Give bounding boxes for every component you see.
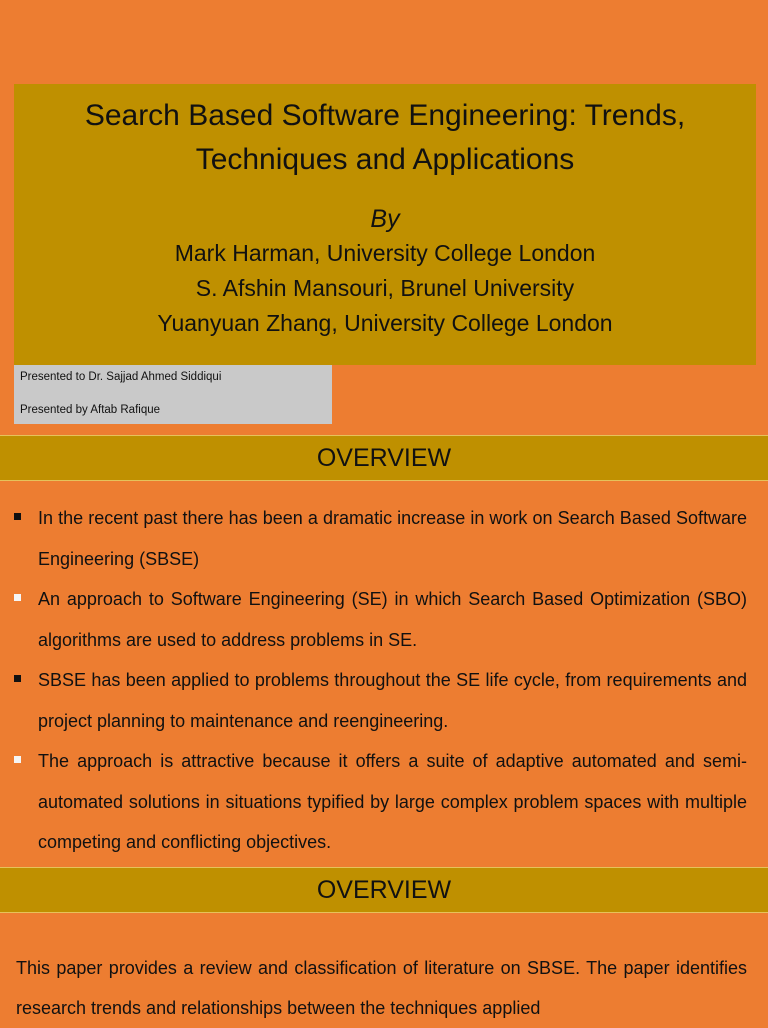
title-panel [14, 84, 756, 365]
presenter-panel [14, 365, 332, 424]
presented-to: Presented to Dr. Sajjad Ahmed Siddiqui [20, 371, 222, 383]
bullet-text: The approach is attractive because it offers a suite of adaptive automated and semi-automated solutions in situations typified by large complex problem spaces with multiple competing and conflicting objectives. [38, 751, 747, 852]
author-list [14, 236, 756, 341]
overview-heading-1: OVERVIEW [0, 435, 768, 481]
slide-title [14, 94, 756, 182]
bullet-text: An approach to Software Engineering (SE) in which Search Based Optimization (SBO) algorithms are used to address problems in SE. [38, 589, 747, 650]
title-line-1: Search Based Software Engineering: Trends, [84, 99, 686, 132]
square-bullet-icon [14, 513, 21, 520]
author-2: S. Afshin Mansouri, Brunel University [195, 275, 575, 301]
square-bullet-icon [14, 675, 21, 682]
list-item [14, 498, 747, 579]
author-3: Yuanyuan Zhang, University College London [157, 310, 613, 336]
square-bullet-icon [14, 594, 21, 601]
overview-paragraph: This paper provides a review and classification of literature on SBSE. The paper identifies research trends and relationships between the techniques applied [16, 958, 747, 1018]
by-label: By [370, 205, 400, 233]
title-line-2: Techniques and Applications [195, 143, 575, 176]
overview-heading-2: OVERVIEW [0, 867, 768, 913]
square-bullet-icon [14, 756, 21, 763]
list-item [14, 660, 747, 741]
bullet-text: In the recent past there has been a dramatic increase in work on Search Based Software Engineering (SBSE) [38, 508, 747, 569]
list-item [14, 579, 747, 660]
overview-bullet-list [14, 498, 747, 863]
bullet-text: SBSE has been applied to problems throughout the SE life cycle, from requirements and project planning to maintenance and reengineering. [38, 670, 747, 731]
list-item [14, 741, 747, 863]
presented-by: Presented by Aftab Rafique [20, 404, 161, 416]
author-1: Mark Harman, University College London [174, 240, 596, 266]
